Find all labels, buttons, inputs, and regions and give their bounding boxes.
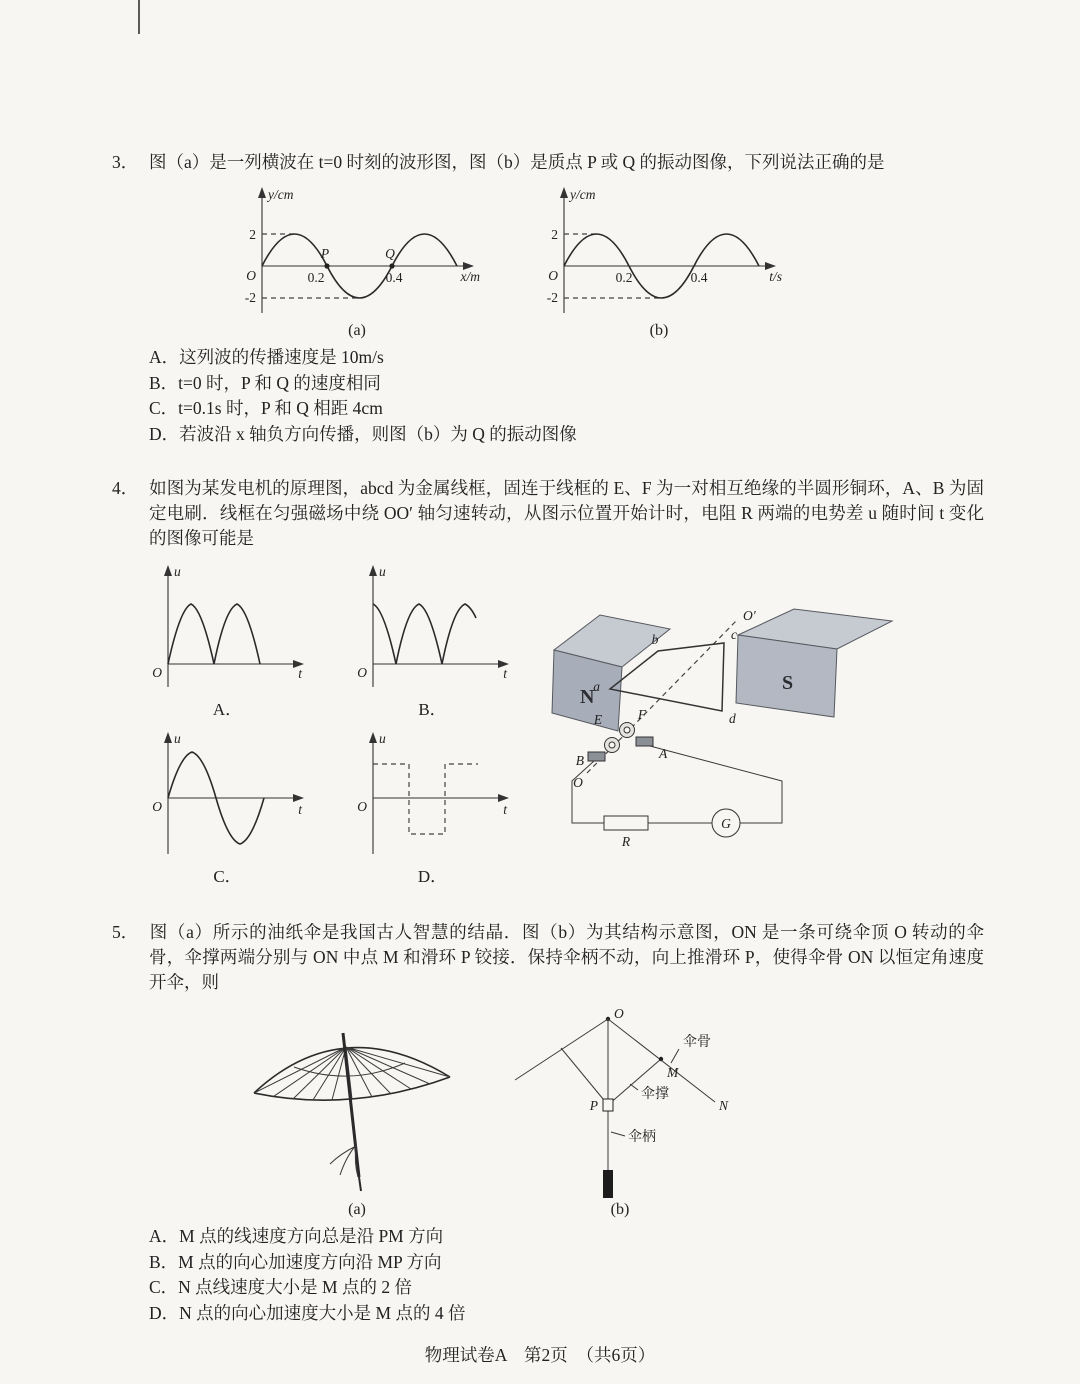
canopy-ribs <box>254 1047 450 1100</box>
axis-arrows <box>164 565 304 668</box>
q3-caption-b: (b) <box>649 322 669 339</box>
origin-label: O <box>152 665 162 680</box>
tick-0p4: 0.4 <box>385 270 403 285</box>
origin-label: O <box>246 268 256 283</box>
coil-c-label: c <box>731 627 737 642</box>
x-axis-label: x/m <box>460 269 480 284</box>
q3-waveform-graph <box>232 181 482 321</box>
question-5-number: 5． <box>112 922 139 942</box>
tassel-ribbons <box>330 1145 358 1177</box>
handle-grip <box>603 1170 613 1198</box>
question-5 <box>112 920 984 1326</box>
point-m-label: M <box>667 1065 679 1080</box>
t-label: t <box>503 666 507 681</box>
rectified-sine-curve <box>168 604 260 664</box>
generator-diagram <box>542 605 902 850</box>
t-label: t <box>298 802 302 817</box>
resistor-box <box>604 816 648 830</box>
page-footer: 物理试卷A 第2页 （共6页） <box>424 1345 656 1365</box>
q5-figure-b <box>500 1005 740 1219</box>
o-prime-label: O′ <box>743 608 756 623</box>
t-label: t <box>298 666 302 681</box>
axis-arrows <box>164 732 304 802</box>
q4-graph-a-svg <box>140 559 315 694</box>
coil-a-label: a <box>593 679 600 694</box>
y-axis-arrow <box>560 187 568 198</box>
question-4 <box>112 476 984 887</box>
u-label: u <box>379 731 386 746</box>
q4-label-b: B． <box>418 700 447 719</box>
tick-plus2: 2 <box>249 227 256 242</box>
u-label: u <box>174 564 181 579</box>
q5-option-c: C．N 点线速度大小是 M 点的 2 倍 <box>149 1277 412 1297</box>
q4-graph-b <box>345 559 520 720</box>
y-axis-label: y/cm <box>268 187 294 202</box>
rib-lines <box>515 1019 715 1102</box>
question-3-text: 图（a）是一列横波在 t=0 时刻的波形图，图（b）是质点 P 或 Q 的振动图像，下列说法正确的是 <box>149 152 885 172</box>
tick-plus2: 2 <box>551 227 558 242</box>
q4-label-a: A． <box>212 700 243 719</box>
umbrella-structure-diagram <box>500 1005 740 1200</box>
q5-option-b: B．M 点的向心加速度方向沿 MP 方向 <box>149 1251 442 1272</box>
tick-0p2: 0.2 <box>615 270 633 285</box>
point-q-label: Q <box>385 246 395 261</box>
pole-tip <box>359 1177 361 1191</box>
origin-label: O <box>357 799 367 814</box>
resistor-label: R <box>621 834 631 849</box>
point-m-dot <box>659 1057 663 1061</box>
half-ring-e-inner <box>609 742 615 748</box>
south-pole-label: S <box>782 672 794 694</box>
q3-vibration-graph <box>534 181 784 321</box>
axis-arrows <box>369 732 509 802</box>
q5-figures <box>242 1005 984 1219</box>
ring-e-label: E <box>593 712 603 727</box>
q3-option-a: A．这列波的传播速度是 10m/s <box>149 347 384 367</box>
galvanometer-label: G <box>721 816 731 831</box>
brush-a-label: A <box>659 746 668 761</box>
q3-option-b: B．t=0 时，P 和 Q 的速度相同 <box>149 372 381 393</box>
square-wave-curve <box>373 764 478 834</box>
question-4-number: 4． <box>112 478 139 498</box>
question-4-text: 如图为某发电机的原理图，abcd 为金属线框，固连于线框的 E、F 为一对相互绝缘的半圆形铜环，A、B 为固定电刷．线框在匀强磁场中绕 OO′ 轴匀速转动，从图示位置开始计时，电阻 R 两端的电势差 u 随时间 t 变化的图像可能是 <box>149 478 984 548</box>
axes <box>168 571 298 687</box>
north-pole-label: N <box>580 686 595 708</box>
brush-a <box>636 737 653 746</box>
half-ring-f-inner <box>624 727 630 733</box>
tick-0p2: 0.2 <box>307 270 325 285</box>
question-4-stem <box>112 476 984 551</box>
q5-option-d: D．N 点的向心加速度大小是 M 点的 4 倍 <box>149 1302 466 1323</box>
scan-corner-mark <box>138 0 140 34</box>
origin-label: O <box>548 268 558 283</box>
tick-0p4: 0.4 <box>690 270 708 285</box>
q3-figure-b <box>534 181 784 340</box>
slider-ring-p <box>603 1099 613 1111</box>
q3-option-c: C．t=0.1s 时，P 和 Q 相距 4cm <box>149 398 383 418</box>
brush-b <box>588 752 605 761</box>
o-label: O <box>573 775 583 790</box>
q5-figure-a <box>242 1005 472 1219</box>
q4-generator-figure <box>542 605 902 887</box>
rib-label: 伞骨 <box>683 1035 711 1050</box>
q4-graph-c <box>140 726 315 887</box>
point-p-dot <box>324 263 329 268</box>
coil-d-label: d <box>729 711 736 726</box>
brush-b-label: B <box>575 753 584 768</box>
q4-graph-b-svg <box>345 559 520 694</box>
q4-graph-grid <box>140 559 520 887</box>
q5-options <box>112 1224 984 1326</box>
q3-caption-a: (a) <box>348 322 366 339</box>
pivot-o-label: O <box>614 1006 624 1021</box>
q3-options <box>112 345 984 447</box>
y-axis-label: y/cm <box>570 187 596 202</box>
coil-b-label: b <box>651 632 659 647</box>
q4-label-c: C． <box>213 867 242 886</box>
umbrella-sketch <box>242 1005 472 1200</box>
q3-figure-a <box>232 181 482 340</box>
origin-label: O <box>152 799 162 814</box>
q4-graph-c-svg <box>140 726 315 861</box>
axes <box>262 193 468 313</box>
q3-figures <box>232 181 984 340</box>
q4-graph-a <box>140 559 315 720</box>
question-3 <box>112 150 984 447</box>
strut-label: 伞撑 <box>641 1087 669 1102</box>
axes <box>373 571 503 687</box>
question-5-stem <box>112 920 984 995</box>
axes <box>564 193 770 313</box>
tick-minus2: -2 <box>546 290 558 305</box>
q5-option-a: A．M 点的线速度方向总是沿 PM 方向 <box>149 1226 444 1246</box>
umbrella-pole <box>343 1033 359 1177</box>
q3-option-d: D．若波沿 x 轴负方向传播，则图（b）为 Q 的振动图像 <box>149 423 577 444</box>
q4-graph-d <box>345 726 520 887</box>
q5-caption-b: (b) <box>610 1201 630 1218</box>
question-3-number: 3． <box>112 152 139 172</box>
question-5-text: 图（a）所示的油纸伞是我国古人智慧的结晶．图（b）为其结构示意图，ON 是一条可绕伞顶 O 转动的伞骨，伞撑两端分别与 ON 中点 M 和滑环 P 铰接．保持伞柄不动，向上推滑环 P，使得伞骨 ON 以恒定角速度开伞，则 <box>149 922 984 992</box>
q5-caption-a: (a) <box>348 1201 366 1218</box>
q4-figures <box>112 559 984 887</box>
point-n-label: N <box>719 1098 729 1113</box>
tick-minus2: -2 <box>244 290 256 305</box>
q4-label-d: D． <box>417 867 448 886</box>
t-label: t <box>503 802 507 817</box>
u-label: u <box>379 564 386 579</box>
x-axis-label: t/s <box>769 269 782 284</box>
ring-f-label: F <box>637 707 647 722</box>
question-3-stem <box>112 150 984 175</box>
origin-label: O <box>357 665 367 680</box>
handle-label: 伞柄 <box>628 1130 656 1145</box>
slider-p-label: P <box>589 1098 598 1113</box>
point-q-dot <box>389 263 394 268</box>
y-axis-arrow <box>258 187 266 198</box>
axes <box>373 738 503 854</box>
point-p-label: P <box>320 246 330 261</box>
u-label: u <box>174 731 181 746</box>
q4-graph-d-svg <box>345 726 520 861</box>
rectified-cosine-curve <box>373 604 476 664</box>
